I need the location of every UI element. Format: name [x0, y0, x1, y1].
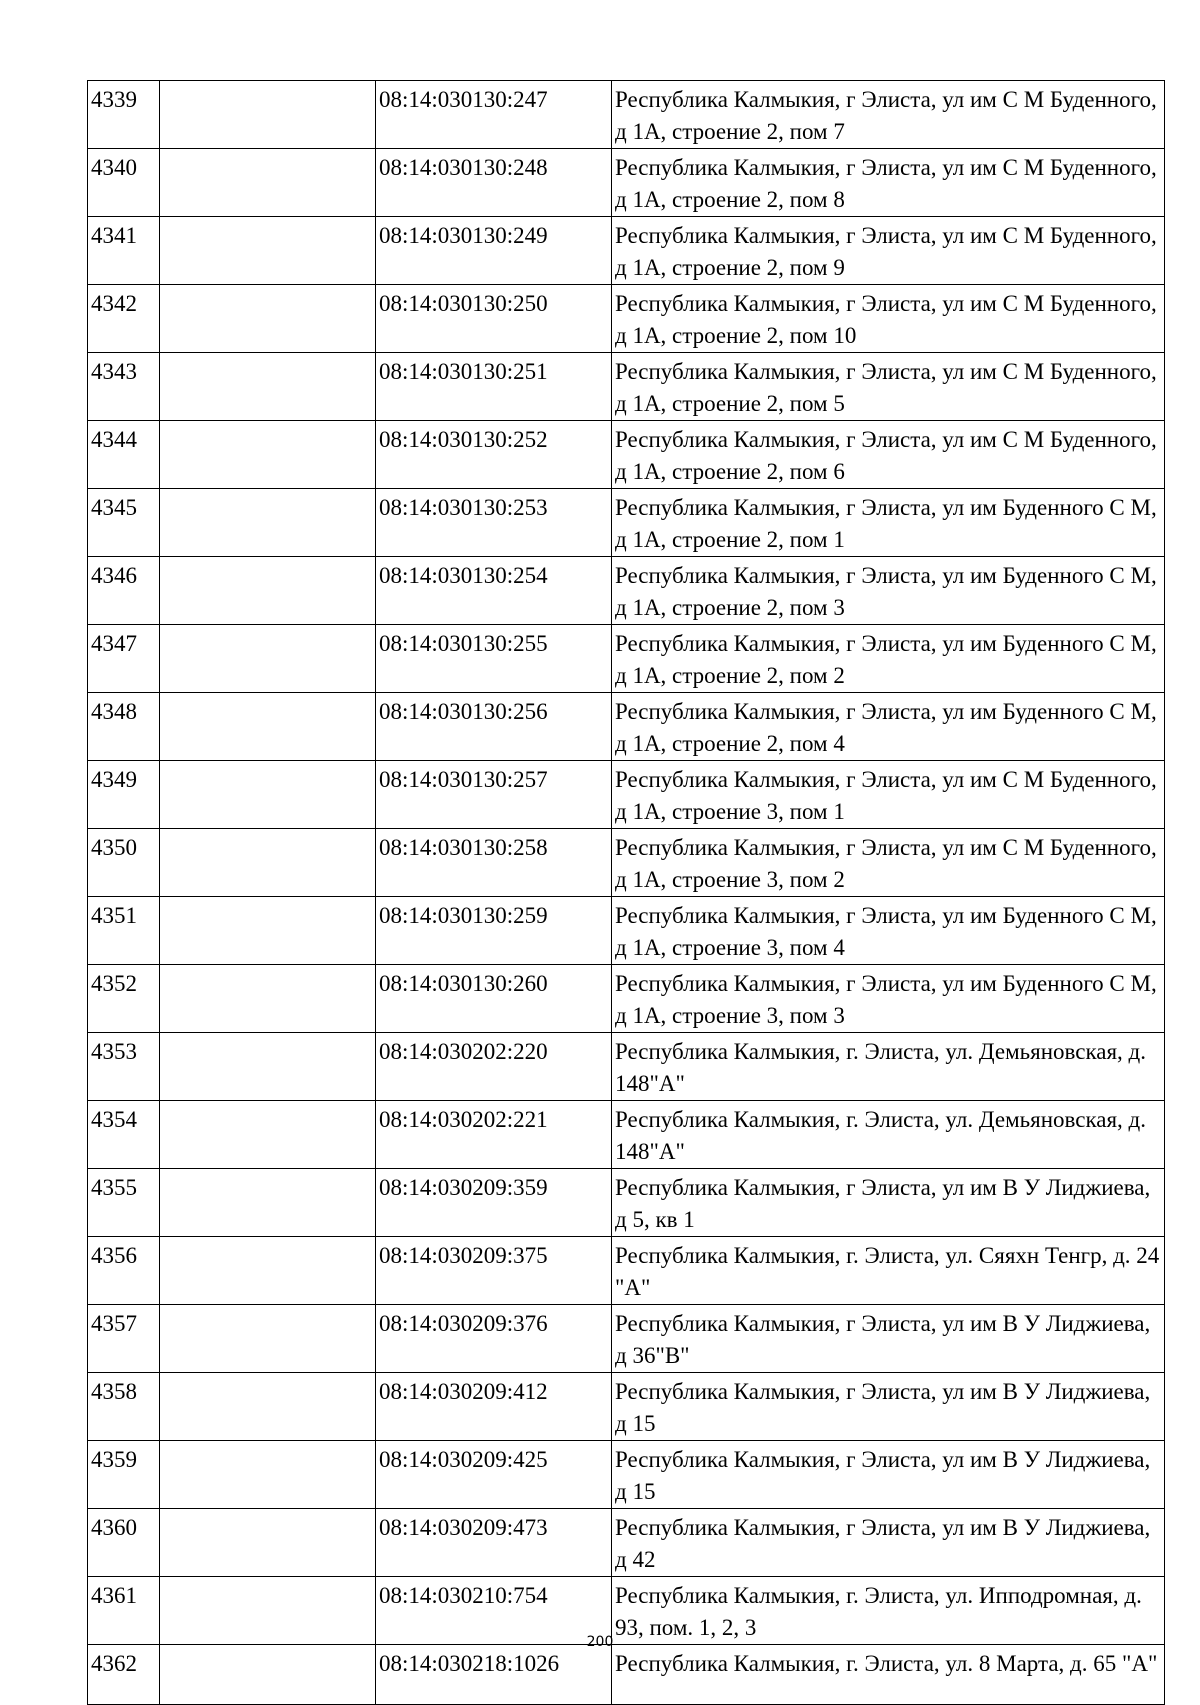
empty-cell [160, 1373, 376, 1441]
cadastral-number-cell: 08:14:030130:258 [376, 829, 612, 897]
address-cell: Республика Калмыкия, г. Элиста, ул. Сяяхн Тенгр, д. 24 "А" [612, 1237, 1165, 1305]
empty-cell [160, 897, 376, 965]
address-cell: Республика Калмыкия, г. Элиста, ул. Демьяновская, д. 148"А" [612, 1101, 1165, 1169]
empty-cell [160, 149, 376, 217]
cadastral-number-cell: 08:14:030209:425 [376, 1441, 612, 1509]
empty-cell [160, 1305, 376, 1373]
address-cell: Республика Калмыкия, г Элиста, ул им Буденного С М, д 1А, строение 2, пом 4 [612, 693, 1165, 761]
cadastral-number-cell: 08:14:030130:248 [376, 149, 612, 217]
record-number-cell: 4342 [88, 285, 160, 353]
table-row [88, 557, 1165, 625]
cadastral-number-cell: 08:14:030130:251 [376, 353, 612, 421]
cadastral-number-cell: 08:14:030209:359 [376, 1169, 612, 1237]
empty-cell [160, 1237, 376, 1305]
record-number-cell: 4358 [88, 1373, 160, 1441]
record-number-cell: 4362 [88, 1645, 160, 1705]
address-cell: Республика Калмыкия, г. Элиста, ул. Ипподромная, д. 93, пом. 1, 2, 3 [612, 1577, 1165, 1645]
table-row [88, 1033, 1165, 1101]
address-cell: Республика Калмыкия, г Элиста, ул им В У Лиджиева, д 5, кв 1 [612, 1169, 1165, 1237]
cadastral-number-cell: 08:14:030130:259 [376, 897, 612, 965]
address-cell: Республика Калмыкия, г Элиста, ул им С М Буденного, д 1А, строение 2, пом 5 [612, 353, 1165, 421]
record-number-cell: 4356 [88, 1237, 160, 1305]
record-number-cell: 4352 [88, 965, 160, 1033]
records-table [87, 80, 1165, 1705]
cadastral-number-cell: 08:14:030202:221 [376, 1101, 612, 1169]
address-cell: Республика Калмыкия, г Элиста, ул им В У Лиджиева, д 15 [612, 1373, 1165, 1441]
table-row [88, 1169, 1165, 1237]
address-cell: Республика Калмыкия, г Элиста, ул им Буденного С М, д 1А, строение 2, пом 2 [612, 625, 1165, 693]
cadastral-number-cell: 08:14:030130:255 [376, 625, 612, 693]
table-row [88, 353, 1165, 421]
table-row [88, 897, 1165, 965]
record-number-cell: 4344 [88, 421, 160, 489]
empty-cell [160, 829, 376, 897]
address-cell: Республика Калмыкия, г Элиста, ул им С М Буденного, д 1А, строение 3, пом 2 [612, 829, 1165, 897]
empty-cell [160, 1169, 376, 1237]
record-number-cell: 4346 [88, 557, 160, 625]
empty-cell [160, 693, 376, 761]
cadastral-number-cell: 08:14:030130:247 [376, 81, 612, 149]
record-number-cell: 4339 [88, 81, 160, 149]
record-number-cell: 4340 [88, 149, 160, 217]
empty-cell [160, 489, 376, 557]
cadastral-number-cell: 08:14:030209:375 [376, 1237, 612, 1305]
table-row [88, 1305, 1165, 1373]
record-number-cell: 4345 [88, 489, 160, 557]
table-row [88, 1441, 1165, 1509]
record-number-cell: 4353 [88, 1033, 160, 1101]
record-number-cell: 4357 [88, 1305, 160, 1373]
record-number-cell: 4348 [88, 693, 160, 761]
table-row [88, 693, 1165, 761]
table-row [88, 1237, 1165, 1305]
address-cell: Республика Калмыкия, г Элиста, ул им С М Буденного, д 1А, строение 2, пом 7 [612, 81, 1165, 149]
address-cell: Республика Калмыкия, г Элиста, ул им Буденного С М, д 1А, строение 3, пом 3 [612, 965, 1165, 1033]
table-row [88, 1101, 1165, 1169]
record-number-cell: 4360 [88, 1509, 160, 1577]
table-row [88, 1509, 1165, 1577]
record-number-cell: 4347 [88, 625, 160, 693]
table-row [88, 421, 1165, 489]
records-table-body [88, 81, 1165, 1705]
empty-cell [160, 1509, 376, 1577]
cadastral-number-cell: 08:14:030130:253 [376, 489, 612, 557]
table-row [88, 965, 1165, 1033]
address-cell: Республика Калмыкия, г Элиста, ул им С М Буденного, д 1А, строение 2, пом 6 [612, 421, 1165, 489]
address-cell: Республика Калмыкия, г Элиста, ул им С М Буденного, д 1А, строение 3, пом 1 [612, 761, 1165, 829]
record-number-cell: 4350 [88, 829, 160, 897]
table-row [88, 489, 1165, 557]
record-number-cell: 4354 [88, 1101, 160, 1169]
empty-cell [160, 353, 376, 421]
page-number: 200 [586, 1634, 614, 1650]
address-cell: Республика Калмыкия, г Элиста, ул им В У Лиджиева, д 36"В" [612, 1305, 1165, 1373]
empty-cell [160, 81, 376, 149]
empty-cell [160, 421, 376, 489]
table-row [88, 625, 1165, 693]
address-cell: Республика Калмыкия, г Элиста, ул им Буденного С М, д 1А, строение 2, пом 3 [612, 557, 1165, 625]
record-number-cell: 4355 [88, 1169, 160, 1237]
empty-cell [160, 1101, 376, 1169]
record-number-cell: 4359 [88, 1441, 160, 1509]
cadastral-number-cell: 08:14:030130:249 [376, 217, 612, 285]
cadastral-number-cell: 08:14:030130:252 [376, 421, 612, 489]
address-cell: Республика Калмыкия, г Элиста, ул им В У Лиджиева, д 42 [612, 1509, 1165, 1577]
address-cell: Республика Калмыкия, г Элиста, ул им С М Буденного, д 1А, строение 2, пом 10 [612, 285, 1165, 353]
empty-cell [160, 285, 376, 353]
cadastral-number-cell: 08:14:030130:250 [376, 285, 612, 353]
record-number-cell: 4343 [88, 353, 160, 421]
cadastral-number-cell: 08:14:030130:257 [376, 761, 612, 829]
empty-cell [160, 557, 376, 625]
empty-cell [160, 1441, 376, 1509]
cadastral-number-cell: 08:14:030218:1026 [376, 1645, 612, 1705]
cadastral-number-cell: 08:14:030209:473 [376, 1509, 612, 1577]
address-cell: Республика Калмыкия, г Элиста, ул им С М Буденного, д 1А, строение 2, пом 9 [612, 217, 1165, 285]
table-row [88, 217, 1165, 285]
table-row [88, 761, 1165, 829]
record-number-cell: 4349 [88, 761, 160, 829]
empty-cell [160, 625, 376, 693]
cadastral-number-cell: 08:14:030209:376 [376, 1305, 612, 1373]
table-row [88, 81, 1165, 149]
cadastral-number-cell: 08:14:030202:220 [376, 1033, 612, 1101]
table-row [88, 1645, 1165, 1705]
empty-cell [160, 761, 376, 829]
address-cell: Республика Калмыкия, г Элиста, ул им Буденного С М, д 1А, строение 2, пом 1 [612, 489, 1165, 557]
cadastral-number-cell: 08:14:030130:256 [376, 693, 612, 761]
table-row [88, 1373, 1165, 1441]
table-row [88, 285, 1165, 353]
address-cell: Республика Калмыкия, г. Элиста, ул. 8 Марта, д. 65 "А" [612, 1645, 1165, 1705]
address-cell: Республика Калмыкия, г Элиста, ул им В У Лиджиева, д 15 [612, 1441, 1165, 1509]
table-row [88, 829, 1165, 897]
record-number-cell: 4341 [88, 217, 160, 285]
empty-cell [160, 1033, 376, 1101]
cadastral-number-cell: 08:14:030209:412 [376, 1373, 612, 1441]
empty-cell [160, 217, 376, 285]
record-number-cell: 4361 [88, 1577, 160, 1645]
cadastral-number-cell: 08:14:030130:260 [376, 965, 612, 1033]
table-row [88, 149, 1165, 217]
address-cell: Республика Калмыкия, г Элиста, ул им С М Буденного, д 1А, строение 2, пом 8 [612, 149, 1165, 217]
cadastral-number-cell: 08:14:030210:754 [376, 1577, 612, 1645]
cadastral-number-cell: 08:14:030130:254 [376, 557, 612, 625]
empty-cell [160, 1645, 376, 1705]
record-number-cell: 4351 [88, 897, 160, 965]
address-cell: Республика Калмыкия, г. Элиста, ул. Демьяновская, д. 148"А" [612, 1033, 1165, 1101]
empty-cell [160, 965, 376, 1033]
address-cell: Республика Калмыкия, г Элиста, ул им Буденного С М, д 1А, строение 3, пом 4 [612, 897, 1165, 965]
